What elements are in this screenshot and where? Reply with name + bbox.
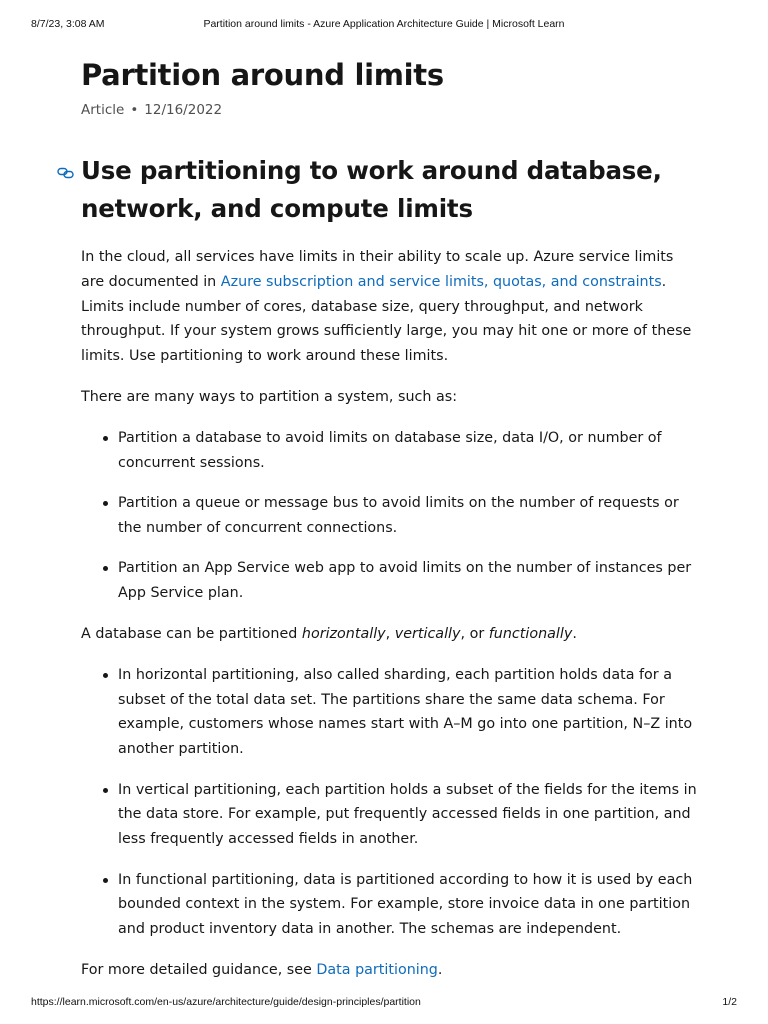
article-type: Article	[81, 102, 125, 118]
print-footer	[31, 995, 737, 1009]
meta-separator: •	[130, 102, 139, 118]
guidance-text-before: For more detailed guidance, see	[81, 962, 317, 979]
list-item	[118, 663, 701, 762]
bullet	[103, 788, 108, 793]
section-heading: Use partitioning to work around database, network, and compute limits	[81, 156, 662, 223]
intro-text-before: In the cloud, all services have limits in their ability to scale up. Azure service limits are documented in	[81, 249, 674, 290]
print-datetime: 8/7/23, 3:08 AM	[31, 18, 105, 30]
list-item-text: Partition an App Service web app to avoid limits on the number of instances per App Service plan.	[118, 560, 692, 602]
bullet	[103, 436, 108, 441]
bullet	[103, 566, 108, 571]
azure-limits-link[interactable]: Azure subscription and service limits, quotas, and constraints	[220, 273, 662, 290]
print-url: https://learn.microsoft.com/en-us/azure/architecture/guide/design-principles/partition	[31, 996, 421, 1008]
article-meta	[81, 100, 701, 120]
bullet	[103, 501, 108, 506]
db-intro-or: , or	[460, 625, 489, 642]
article-date: 12/16/2022	[144, 102, 223, 118]
db-intro-comma: ,	[385, 625, 395, 642]
guidance-text-after: .	[437, 962, 443, 979]
intro-text-after: . Limits include number of cores, database size, query throughput, and network throughput. If your system grows sufficiently large, you may hit one or more of these limits. Use partitioning to work around these limits.	[81, 273, 692, 365]
list-item-text: In vertical partitioning, each partition holds a subset of the fields for the items in the data store. For example, put frequently accessed fields in one partition, and less frequently accessed fields in another.	[118, 781, 697, 848]
list-item-text: In functional partitioning, data is partitioned according to how it is used by each bounded context in the system. For example, store invoice data in one partition and product inventory data in another. The schemas are independent.	[118, 871, 693, 938]
list-item	[118, 426, 701, 476]
list-item	[118, 868, 701, 942]
guidance-paragraph	[81, 958, 701, 983]
db-intro-text: A database can be partitioned	[81, 625, 302, 642]
list-item-text: In horizontal partitioning, also called sharding, each partition holds data for a subset of the total data set. The partitions share the same data schema. For example, customers whose names start with A–M go into one partition, N–Z into another partition.	[118, 666, 693, 758]
list-item-text: Partition a database to avoid limits on database size, data I/O, or number of concurrent sessions.	[118, 429, 662, 471]
ways-intro: There are many ways to partition a system, such as:	[81, 388, 458, 405]
data-partitioning-link[interactable]: Data partitioning	[316, 962, 438, 979]
print-header	[31, 17, 737, 31]
term-vertically: vertically	[394, 625, 461, 642]
print-document-title: Partition around limits - Azure Application Architecture Guide | Microsoft Learn	[203, 18, 565, 30]
partition-types-list	[81, 663, 701, 942]
database-partition-intro	[81, 622, 701, 647]
bullet	[103, 673, 108, 678]
print-page-number: 1/2	[722, 996, 737, 1008]
list-item-text: Partition a queue or message bus to avoid limits on the number of requests or the number of concurrent connections.	[118, 495, 679, 536]
list-item	[118, 556, 701, 606]
term-functionally: functionally	[488, 625, 573, 642]
page-title: Partition around limits	[81, 58, 444, 92]
list-item	[118, 778, 701, 852]
section-partitioning	[81, 152, 701, 983]
list-item	[118, 491, 701, 541]
article-content	[81, 50, 701, 983]
bullet	[103, 878, 108, 883]
intro-paragraph	[81, 245, 701, 369]
db-intro-period: .	[572, 625, 577, 642]
link-icon[interactable]	[57, 167, 74, 179]
term-horizontally: horizontally	[301, 625, 386, 642]
ways-list	[81, 426, 701, 606]
